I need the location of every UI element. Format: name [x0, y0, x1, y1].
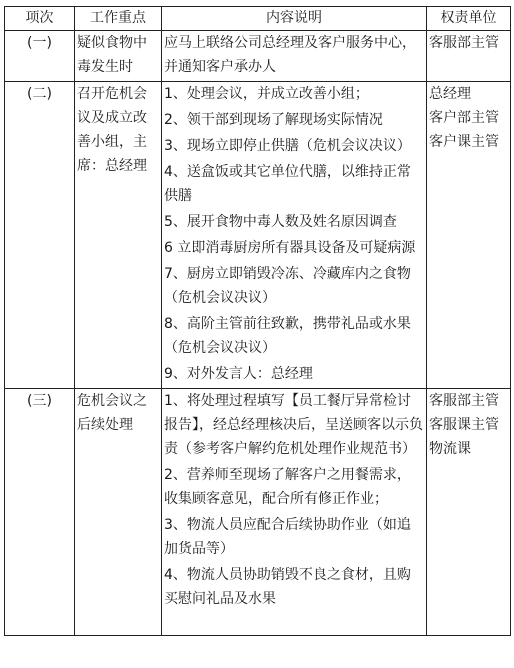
work-focus-cell: 疑似食物中毒发生时 [75, 31, 162, 82]
unit-line: 客户部主管客户课主管 [429, 110, 499, 150]
crisis-response-table [4, 6, 511, 636]
unit-line: 客服部主管 [429, 35, 499, 51]
content-item: 4、送盒饭或其它单位代膳，以维持正常供膳 [164, 164, 411, 204]
content-cell [162, 389, 427, 636]
content-item: 1、处理会议，并成立改善小组； [164, 86, 369, 102]
content-item: 7、厨房立即销毁冷冻、冷藏库内之食物（危机会议决议） [164, 266, 411, 306]
content-item: 3、物流人员应配合后续协助作业（如追加货品等） [164, 517, 411, 557]
unit-line: 物流课 [429, 441, 471, 457]
content-item: 1、将处理过程填写【员工餐厅异常检讨报告】，经总经理核决后，呈送顾客以示负责（参考客户解约危机处理作业规范书） [164, 393, 423, 457]
content-cell [162, 31, 427, 82]
content-item: 5、展开食物中毒人数及姓名原因调查 [164, 214, 397, 230]
unit-line: 客服课主管 [429, 417, 499, 433]
content-cell [162, 82, 427, 389]
header-responsible-unit: 权责单位 [427, 7, 511, 31]
row-number: (一) [5, 31, 75, 82]
header-content-description: 内容说明 [162, 7, 427, 31]
row-number: (三) [5, 389, 75, 636]
content-item: 应马上联络公司总经理及客户服务中心，并通知客户承办人 [164, 35, 416, 75]
table-row [5, 389, 511, 636]
table-row [5, 82, 511, 389]
header-item-no: 项次 [5, 7, 75, 31]
content-item: 4、物流人员协助销毁不良之食材，且购买慰问礼品及水果 [164, 567, 411, 607]
content-item: 3、现场立即停止供膳（危机会议决议） [164, 138, 411, 154]
header-work-focus: 工作重点 [75, 7, 162, 31]
content-item: 9、对外发言人：总经理 [164, 366, 313, 382]
content-item: 8、高阶主管前往致歉，携带礼品或水果（危机会议决议） [164, 316, 411, 356]
content-item: 2、营养师至现场了解客户之用餐需求，收集顾客意见，配合所有修正作业； [164, 467, 411, 507]
responsible-unit-cell [427, 389, 511, 636]
work-focus-cell: 召开危机会议及成立改善小组，主席：总经理 [75, 82, 162, 389]
table-row [5, 31, 511, 82]
content-item: 2、领干部到现场了解现场实际情况 [164, 112, 383, 128]
row-number: (二) [5, 82, 75, 389]
unit-line: 客服部主管 [429, 393, 499, 409]
table-header-row [5, 7, 511, 31]
responsible-unit-cell [427, 31, 511, 82]
work-focus-cell: 危机会议之后续处理 [75, 389, 162, 636]
responsible-unit-cell [427, 82, 511, 389]
content-item: 6 立即消毒厨房所有器具设备及可疑病源 [164, 240, 416, 256]
unit-line: 总经理 [429, 86, 471, 102]
